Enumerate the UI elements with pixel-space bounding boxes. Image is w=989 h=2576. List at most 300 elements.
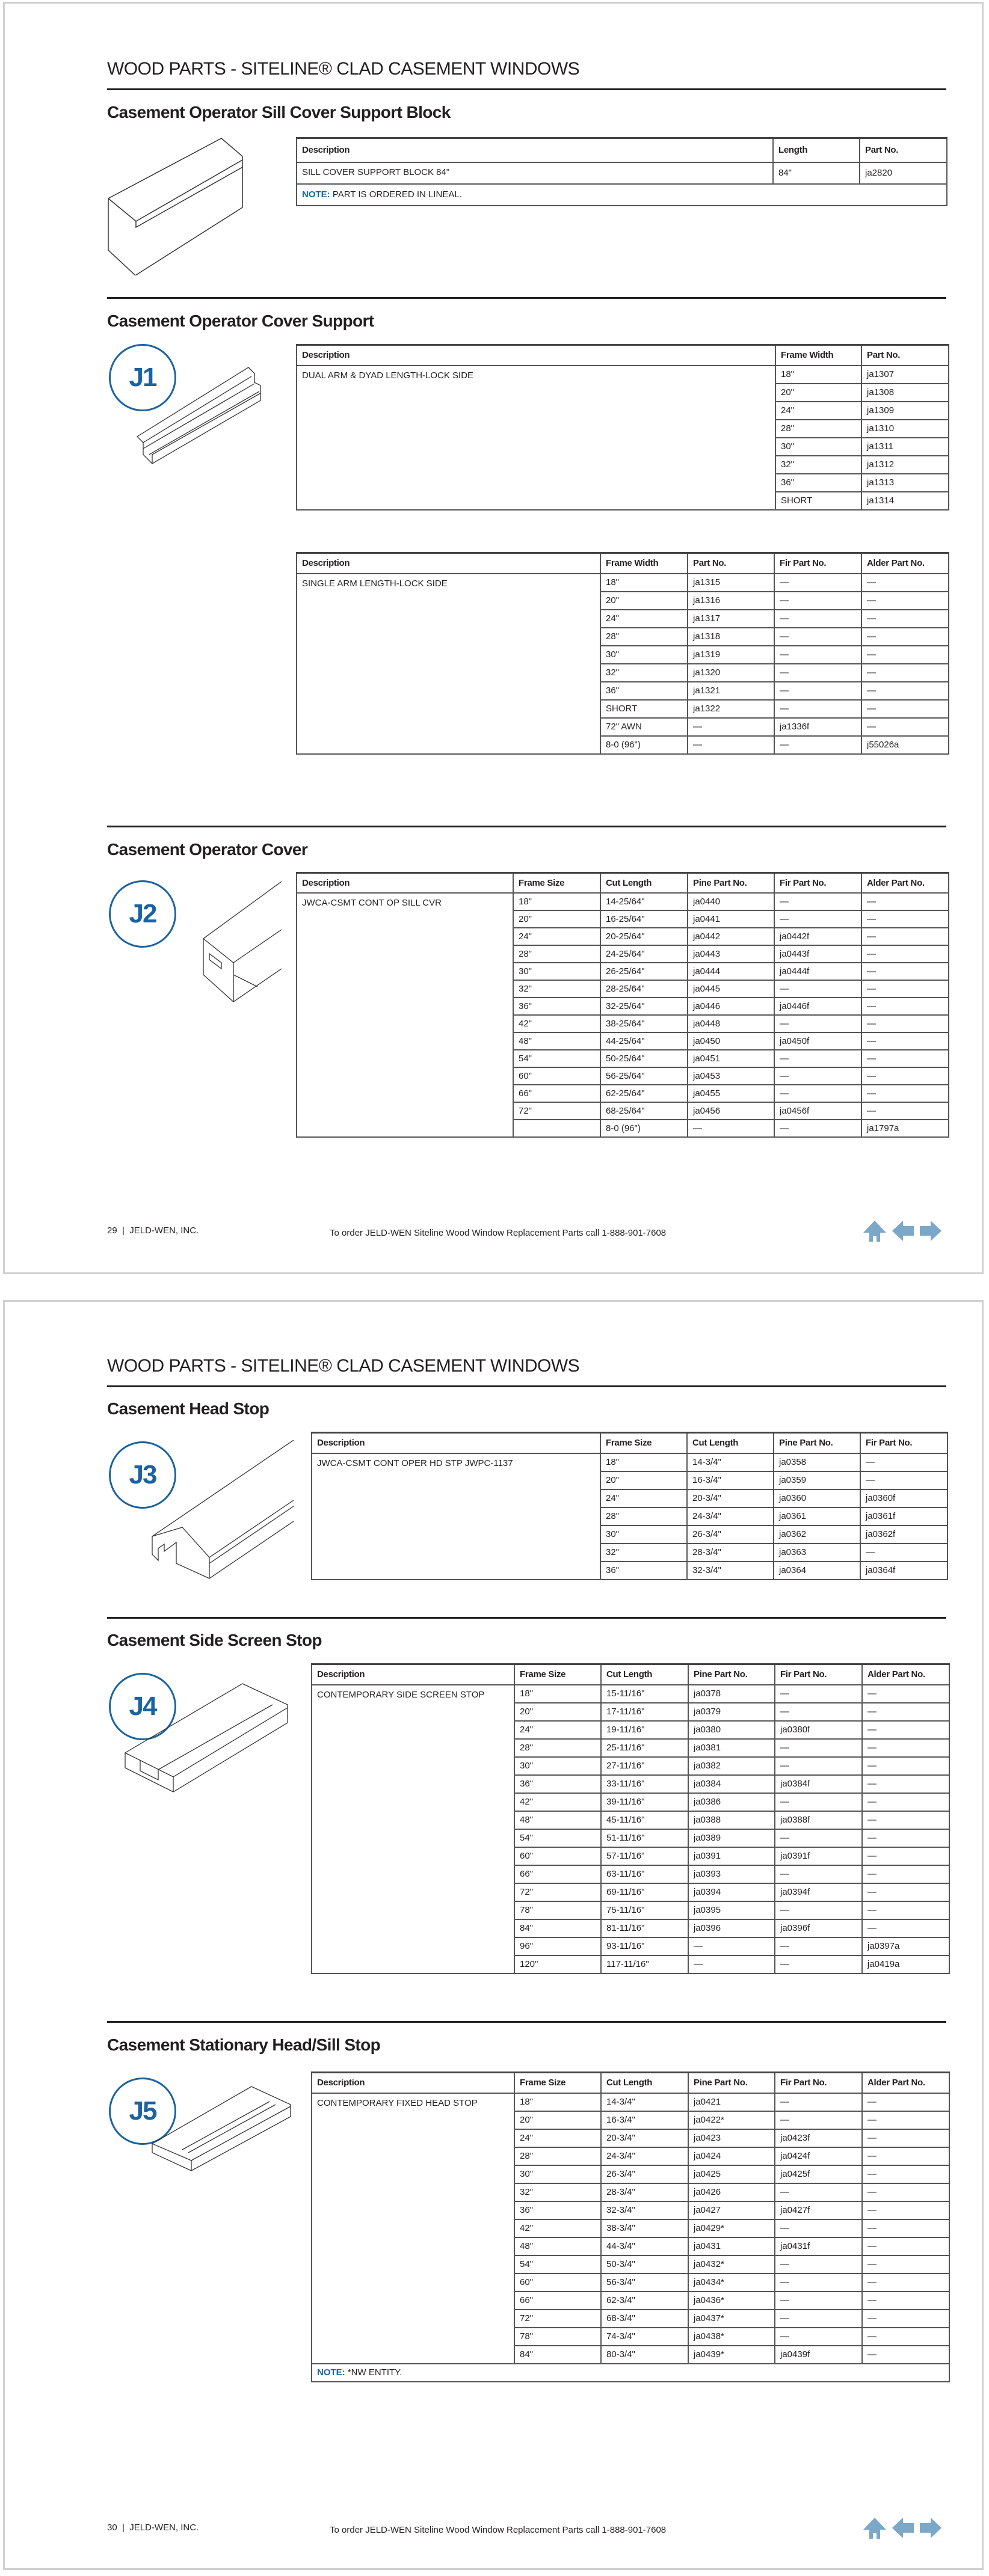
- table-cell: —: [862, 1901, 949, 1919]
- table-cell: 32": [775, 456, 861, 474]
- table-cell: ja0382: [688, 1757, 775, 1775]
- table-cell: ja0440: [688, 893, 774, 910]
- table-cell: 63-11/16": [601, 1865, 688, 1883]
- table-cell: ja0429*: [688, 2219, 775, 2237]
- table-cell: 16-3/4": [687, 1471, 774, 1489]
- table-cell: —: [774, 646, 861, 664]
- part-badge-j1: J1: [109, 344, 176, 411]
- table-row: [312, 1453, 947, 1471]
- table-header-row: [297, 553, 949, 574]
- table-cell: —: [774, 574, 861, 592]
- table-cell: SHORT: [600, 700, 688, 718]
- table-cell: —: [774, 664, 861, 682]
- table-cell: 60": [514, 1847, 601, 1865]
- column-header: Description: [312, 1433, 600, 1453]
- table-cell: ja0421: [688, 2093, 775, 2111]
- table-cell: —: [862, 1775, 949, 1793]
- table-cell: ja0442f: [774, 928, 861, 945]
- table-cell: —: [861, 646, 949, 664]
- table-cell: ja1319: [688, 646, 774, 664]
- table-cell: 42": [513, 1015, 600, 1032]
- table-cell: —: [862, 2111, 949, 2129]
- table-cell: —: [775, 2310, 862, 2328]
- table-cell: —: [862, 1919, 949, 1937]
- table-cell: ja0396: [688, 1919, 775, 1937]
- table-cell: ja0427: [688, 2201, 775, 2219]
- table-cell: 69-11/16": [601, 1883, 688, 1901]
- table-cell: 24-3/4": [687, 1507, 774, 1526]
- section-heading: Casement Stationary Head/Sill Stop: [107, 2035, 381, 2054]
- table-cell: —: [862, 1685, 949, 1703]
- table-cell: ja0359: [774, 1471, 860, 1489]
- column-header: Part No.: [861, 345, 949, 366]
- page-footer-left: 29 | JELD-WEN, INC.: [107, 1225, 199, 1236]
- table-cell: ja0361f: [860, 1507, 947, 1526]
- table-cell: 28": [600, 628, 688, 646]
- table-cell: 50-3/4": [601, 2256, 688, 2274]
- table-cell: —: [775, 2256, 862, 2274]
- table-cell: 50-25/64": [600, 1050, 688, 1067]
- parts-table-j2: [296, 872, 949, 1138]
- table-cell: 42": [514, 2219, 601, 2237]
- table-cell: 57-11/16": [601, 1847, 688, 1865]
- table-cell: 117-11/16": [601, 1955, 688, 1973]
- parts-table-j3: [311, 1432, 948, 1580]
- table-cell: 8-0 (96"): [600, 1120, 688, 1137]
- table-cell: 62-25/64": [600, 1085, 688, 1102]
- table-cell: ja0456f: [774, 1102, 861, 1120]
- note-text: PART IS ORDERED IN LINEAL.: [330, 189, 462, 200]
- table-row: [297, 893, 949, 910]
- table-cell: 60": [514, 2274, 601, 2292]
- table-cell: 36": [600, 682, 688, 700]
- table-cell: —: [774, 910, 861, 928]
- table-cell: —: [862, 1721, 949, 1739]
- column-header: Frame Width: [775, 345, 861, 366]
- column-header: Description: [297, 553, 600, 574]
- table-cell: —: [775, 2093, 862, 2111]
- table-cell: ja1320: [688, 664, 774, 682]
- table-cell: 20": [600, 1471, 687, 1489]
- table-cell: 15-11/16": [601, 1685, 688, 1703]
- table-cell: ja0362f: [860, 1526, 947, 1544]
- table-cell: 84": [514, 2346, 601, 2364]
- table-cell: —: [775, 1703, 862, 1721]
- note-cell: [312, 2364, 949, 2382]
- table-cell: —: [775, 1739, 862, 1757]
- arrow-left-icon[interactable]: [891, 2516, 915, 2539]
- table-cell: ja0360: [774, 1489, 860, 1507]
- table-cell: ja0381: [688, 1739, 775, 1757]
- description-cell: CONTEMPORARY SIDE SCREEN STOP: [312, 1685, 514, 1973]
- part-badge-j3: J3: [109, 1441, 176, 1509]
- table-cell: —: [774, 1120, 861, 1137]
- cover-support-drawing: [134, 364, 285, 467]
- table-cell: ja1314: [861, 492, 949, 510]
- table-cell: ja1318: [688, 628, 774, 646]
- table-cell: ja0431: [688, 2237, 775, 2256]
- table-cell: 56-3/4": [601, 2274, 688, 2292]
- table-cell: ja0364: [774, 1562, 860, 1580]
- table-cell: —: [775, 1901, 862, 1919]
- parts-table-j1-single-arm: [296, 552, 949, 755]
- table-cell: ja0360f: [860, 1489, 947, 1507]
- table-cell: 20-25/64": [600, 928, 688, 945]
- table-cell: ja0394: [688, 1883, 775, 1901]
- table-cell: ja0396f: [775, 1919, 862, 1937]
- table-cell: —: [775, 1865, 862, 1883]
- column-header: Alder Part No.: [862, 1664, 949, 1685]
- table-cell: 16-25/64": [600, 910, 688, 928]
- order-phone-text: To order JELD-WEN Siteline Wood Window Replacement Parts call 1-888-901-7608: [330, 1228, 667, 1238]
- description-cell: SINGLE ARM LENGTH-LOCK SIDE: [297, 574, 600, 754]
- table-cell: ja0443f: [774, 945, 861, 963]
- table-header-row: [312, 2073, 949, 2093]
- table-cell: —: [862, 2328, 949, 2346]
- table-cell: 78": [514, 1901, 601, 1919]
- column-header: Fir Part No.: [774, 553, 861, 574]
- table-cell: 24-25/64": [600, 945, 688, 963]
- divider: [107, 1385, 946, 1387]
- column-header: Cut Length: [600, 873, 688, 893]
- table-cell: ja0450f: [774, 1032, 861, 1050]
- table-cell: —: [775, 1829, 862, 1847]
- table-cell: ja0391: [688, 1847, 775, 1865]
- column-header: Cut Length: [687, 1433, 774, 1453]
- table-cell: —: [862, 1829, 949, 1847]
- table-cell: —: [861, 1085, 949, 1102]
- table-cell: —: [862, 2310, 949, 2328]
- table-cell: —: [861, 1032, 949, 1050]
- table-cell: —: [775, 1757, 862, 1775]
- table-cell: SHORT: [775, 492, 861, 510]
- table-cell: —: [862, 2201, 949, 2219]
- table-cell: ja0442: [688, 928, 774, 945]
- column-header: Alder Part No.: [861, 553, 949, 574]
- table-cell: 32": [600, 664, 688, 682]
- table-cell: ja0424f: [775, 2147, 862, 2165]
- table-cell: ja0451: [688, 1050, 774, 1067]
- table-cell: ja1308: [861, 384, 949, 402]
- table-cell: 18": [775, 366, 861, 384]
- table-cell: ja0444f: [774, 963, 861, 980]
- table-cell: —: [774, 736, 861, 754]
- table-cell: 25-11/16": [601, 1739, 688, 1757]
- table-cell: ja1322: [688, 700, 774, 718]
- table-cell: 78": [514, 2328, 601, 2346]
- table-cell: 36": [513, 998, 600, 1015]
- description-cell: JWCA-CSMT CONT OP SILL CVR: [297, 893, 513, 1137]
- table-cell: 26-25/64": [600, 963, 688, 980]
- table-cell: —: [862, 2292, 949, 2310]
- table-cell: 20": [513, 910, 600, 928]
- table-cell: —: [688, 736, 774, 754]
- table-cell: 48": [513, 1032, 600, 1050]
- column-header: Frame Size: [514, 2073, 601, 2093]
- table-cell: ja0439f: [775, 2346, 862, 2364]
- arrow-right-icon[interactable]: [919, 2516, 943, 2539]
- table-cell: 72" AWN: [600, 718, 688, 736]
- table-cell: —: [862, 1703, 949, 1721]
- table-cell: ja1336f: [774, 718, 861, 736]
- divider: [107, 2021, 946, 2023]
- table-cell: 62-3/4": [601, 2292, 688, 2310]
- table-cell: —: [861, 980, 949, 998]
- parts-table-j4: [311, 1663, 950, 1974]
- table-cell: 30": [514, 2165, 601, 2183]
- section-heading: Casement Operator Cover: [107, 840, 308, 859]
- table-cell: 16-3/4": [601, 2111, 688, 2129]
- parts-table-sill-block: [296, 137, 947, 206]
- table-cell: 32": [600, 1544, 687, 1562]
- part-badge-j5: J5: [109, 2078, 176, 2145]
- order-phone-text: To order JELD-WEN Siteline Wood Window Replacement Parts call 1-888-901-7608: [330, 2525, 667, 2535]
- table-cell: ja0455: [688, 1085, 774, 1102]
- table-cell: 32-3/4": [601, 2201, 688, 2219]
- table-cell: ja1797a: [861, 1120, 949, 1137]
- table-row: [297, 366, 949, 384]
- table-cell: 54": [514, 2256, 601, 2274]
- table-cell: 66": [513, 1085, 600, 1102]
- table-cell: 28-3/4": [687, 1544, 774, 1562]
- table-cell: 32": [513, 980, 600, 998]
- table-cell: 28": [513, 945, 600, 963]
- column-header: Frame Size: [513, 873, 600, 893]
- table-cell: 20-3/4": [687, 1489, 774, 1507]
- column-header: Frame Size: [514, 1664, 601, 1685]
- sill-block-drawing: [107, 137, 257, 275]
- column-header: Frame Width: [600, 553, 688, 574]
- note-text: *NW ENTITY.: [345, 2367, 402, 2378]
- table-cell: ja0361: [774, 1507, 860, 1526]
- table-cell: 20": [600, 592, 688, 610]
- section-heading: Casement Operator Sill Cover Support Block: [107, 103, 451, 121]
- table-cell: —: [862, 2093, 949, 2111]
- table-cell: 36": [775, 474, 861, 492]
- table-cell: ja0425: [688, 2165, 775, 2183]
- column-header: Cut Length: [601, 2073, 688, 2093]
- table-cell: 18": [600, 1453, 687, 1471]
- table-cell: 28": [600, 1507, 687, 1526]
- table-cell: 30": [600, 1526, 687, 1544]
- table-cell: 54": [514, 1829, 601, 1847]
- table-cell: 48": [514, 1811, 601, 1829]
- table-cell: ja0453: [688, 1067, 774, 1085]
- table-cell: ja0363: [774, 1544, 860, 1562]
- table-header-row: [297, 345, 949, 366]
- table-cell: —: [775, 2328, 862, 2346]
- table-cell: —: [861, 1067, 949, 1085]
- table-cell: —: [862, 1811, 949, 1829]
- table-cell: —: [775, 1793, 862, 1811]
- table-cell: —: [774, 1085, 861, 1102]
- table-cell: —: [688, 1120, 774, 1137]
- table-cell: 8-0 (96"): [600, 736, 688, 754]
- table-cell: —: [775, 2274, 862, 2292]
- table-cell: 17-11/16": [601, 1703, 688, 1721]
- table-cell: 30": [600, 646, 688, 664]
- section-heading: Casement Head Stop: [107, 1399, 270, 1418]
- table-cell: ja0431f: [775, 2237, 862, 2256]
- table-cell: 120": [514, 1955, 601, 1973]
- operator-cover-drawing: [197, 879, 288, 1005]
- table-cell: —: [861, 945, 949, 963]
- note-cell: [297, 184, 947, 206]
- table-cell: —: [860, 1471, 947, 1489]
- table-cell: ja0397a: [862, 1937, 949, 1955]
- table-cell: 26-3/4": [687, 1526, 774, 1544]
- table-cell: —: [774, 1015, 861, 1032]
- table-cell: —: [775, 2111, 862, 2129]
- table-header-row: [297, 873, 949, 893]
- table-cell: 44-3/4": [601, 2237, 688, 2256]
- table-cell: —: [862, 2256, 949, 2274]
- table-row: [312, 1685, 949, 1703]
- table-cell: —: [861, 574, 949, 592]
- table-cell: ja0422*: [688, 2111, 775, 2129]
- table-cell: ja0426: [688, 2183, 775, 2201]
- column-header: Description: [312, 1664, 514, 1685]
- table-cell: ja0456: [688, 1102, 774, 1120]
- table-cell: —: [862, 2237, 949, 2256]
- column-header: Pine Part No.: [774, 1433, 860, 1453]
- table-cell: —: [861, 928, 949, 945]
- table-cell: ja0395: [688, 1901, 775, 1919]
- table-cell: ja0389: [688, 1829, 775, 1847]
- table-cell: 24": [514, 2129, 601, 2147]
- parts-table-j1-dual-arm: [296, 344, 949, 511]
- table-header-row: [312, 1664, 949, 1685]
- home-icon[interactable]: [862, 2516, 887, 2539]
- table-cell: 42": [514, 1793, 601, 1811]
- table-cell: 38-3/4": [601, 2219, 688, 2237]
- column-header: Alder Part No.: [862, 2073, 949, 2093]
- table-cell: 19-11/16": [601, 1721, 688, 1739]
- table-cell: —: [862, 2129, 949, 2147]
- arrow-left-icon[interactable]: [891, 1219, 915, 1242]
- column-header: Frame Size: [600, 1433, 687, 1453]
- table-cell: —: [774, 628, 861, 646]
- table-row: [297, 574, 949, 592]
- divider: [107, 826, 946, 827]
- table-cell: 24": [513, 928, 600, 945]
- table-cell: —: [862, 1883, 949, 1901]
- table-row: [312, 2093, 949, 2111]
- table-cell: —: [861, 718, 949, 736]
- column-header: Fir Part No.: [860, 1433, 947, 1453]
- table-cell: ja0446: [688, 998, 774, 1015]
- table-cell: 28-25/64": [600, 980, 688, 998]
- table-cell: 30": [514, 1757, 601, 1775]
- table-cell: ja1315: [688, 574, 774, 592]
- divider: [107, 297, 946, 299]
- table-cell: 24": [514, 1721, 601, 1739]
- table-cell: 81-11/16": [601, 1919, 688, 1937]
- divider: [107, 88, 946, 90]
- table-cell: ja1321: [688, 682, 774, 700]
- section-heading: Casement Operator Cover Support: [107, 311, 374, 330]
- table-cell: ja0423: [688, 2129, 775, 2147]
- table-cell: 26-3/4": [601, 2165, 688, 2183]
- table-cell: —: [861, 1015, 949, 1032]
- table-cell: —: [774, 592, 861, 610]
- table-cell: ja1311: [861, 438, 949, 456]
- table-cell: 96": [514, 1937, 601, 1955]
- divider: [107, 1617, 946, 1619]
- column-header: Cut Length: [601, 1664, 688, 1685]
- table-cell: —: [861, 963, 949, 980]
- table-cell: 84": [773, 162, 860, 184]
- table-cell: —: [862, 2219, 949, 2237]
- table-cell: ja0441: [688, 910, 774, 928]
- table-cell: 14-3/4": [601, 2093, 688, 2111]
- table-cell: —: [774, 682, 861, 700]
- table-cell: ja0384f: [775, 1775, 862, 1793]
- table-cell: ja0444: [688, 963, 774, 980]
- parts-table-j5: [311, 2072, 950, 2382]
- column-header: Pine Part No.: [688, 1664, 775, 1685]
- note-row: [297, 184, 947, 206]
- table-cell: 18": [600, 574, 688, 592]
- table-cell: [513, 1120, 600, 1137]
- table-cell: ja0378: [688, 1685, 775, 1703]
- table-cell: 33-11/16": [601, 1775, 688, 1793]
- table-cell: ja0391f: [775, 1847, 862, 1865]
- table-cell: ja0384: [688, 1775, 775, 1793]
- table-cell: ja0425f: [775, 2165, 862, 2183]
- table-cell: ja1312: [861, 456, 949, 474]
- table-cell: —: [861, 1102, 949, 1120]
- table-cell: 18": [514, 1685, 601, 1703]
- table-cell: 38-25/64": [600, 1015, 688, 1032]
- table-cell: 14-25/64": [600, 893, 688, 910]
- table-cell: —: [861, 664, 949, 682]
- table-cell: ja0443: [688, 945, 774, 963]
- table-cell: 30": [775, 438, 861, 456]
- home-icon[interactable]: [862, 1219, 887, 1242]
- page-footer-left: 30 | JELD-WEN, INC.: [107, 2522, 199, 2533]
- table-cell: 80-3/4": [601, 2346, 688, 2364]
- table-cell: —: [774, 893, 861, 910]
- column-header: Pine Part No.: [688, 873, 774, 893]
- table-cell: 28": [514, 1739, 601, 1757]
- table-cell: —: [861, 592, 949, 610]
- column-header: Fir Part No.: [774, 873, 861, 893]
- section-heading: Casement Side Screen Stop: [107, 1631, 322, 1649]
- table-cell: 60": [513, 1067, 600, 1085]
- column-header: Pine Part No.: [688, 2073, 775, 2093]
- table-cell: —: [775, 2292, 862, 2310]
- table-cell: ja0393: [688, 1865, 775, 1883]
- table-cell: 30": [513, 963, 600, 980]
- table-cell: ja0419a: [862, 1955, 949, 1973]
- table-cell: ja0364f: [860, 1562, 947, 1580]
- column-header: Fir Part No.: [775, 2073, 862, 2093]
- table-cell: ja0439*: [688, 2346, 775, 2364]
- table-cell: 84": [514, 1919, 601, 1937]
- table-cell: ja0427f: [775, 2201, 862, 2219]
- table-cell: 28": [514, 2147, 601, 2165]
- note-row: [312, 2364, 949, 2382]
- arrow-right-icon[interactable]: [919, 1219, 943, 1242]
- table-cell: ja2820: [860, 162, 947, 184]
- column-header: Description: [297, 873, 513, 893]
- table-cell: —: [775, 2183, 862, 2201]
- column-header: Alder Part No.: [861, 873, 949, 893]
- column-header: Fir Part No.: [775, 1664, 862, 1685]
- table-cell: ja0388f: [775, 1811, 862, 1829]
- table-cell: 45-11/16": [601, 1811, 688, 1829]
